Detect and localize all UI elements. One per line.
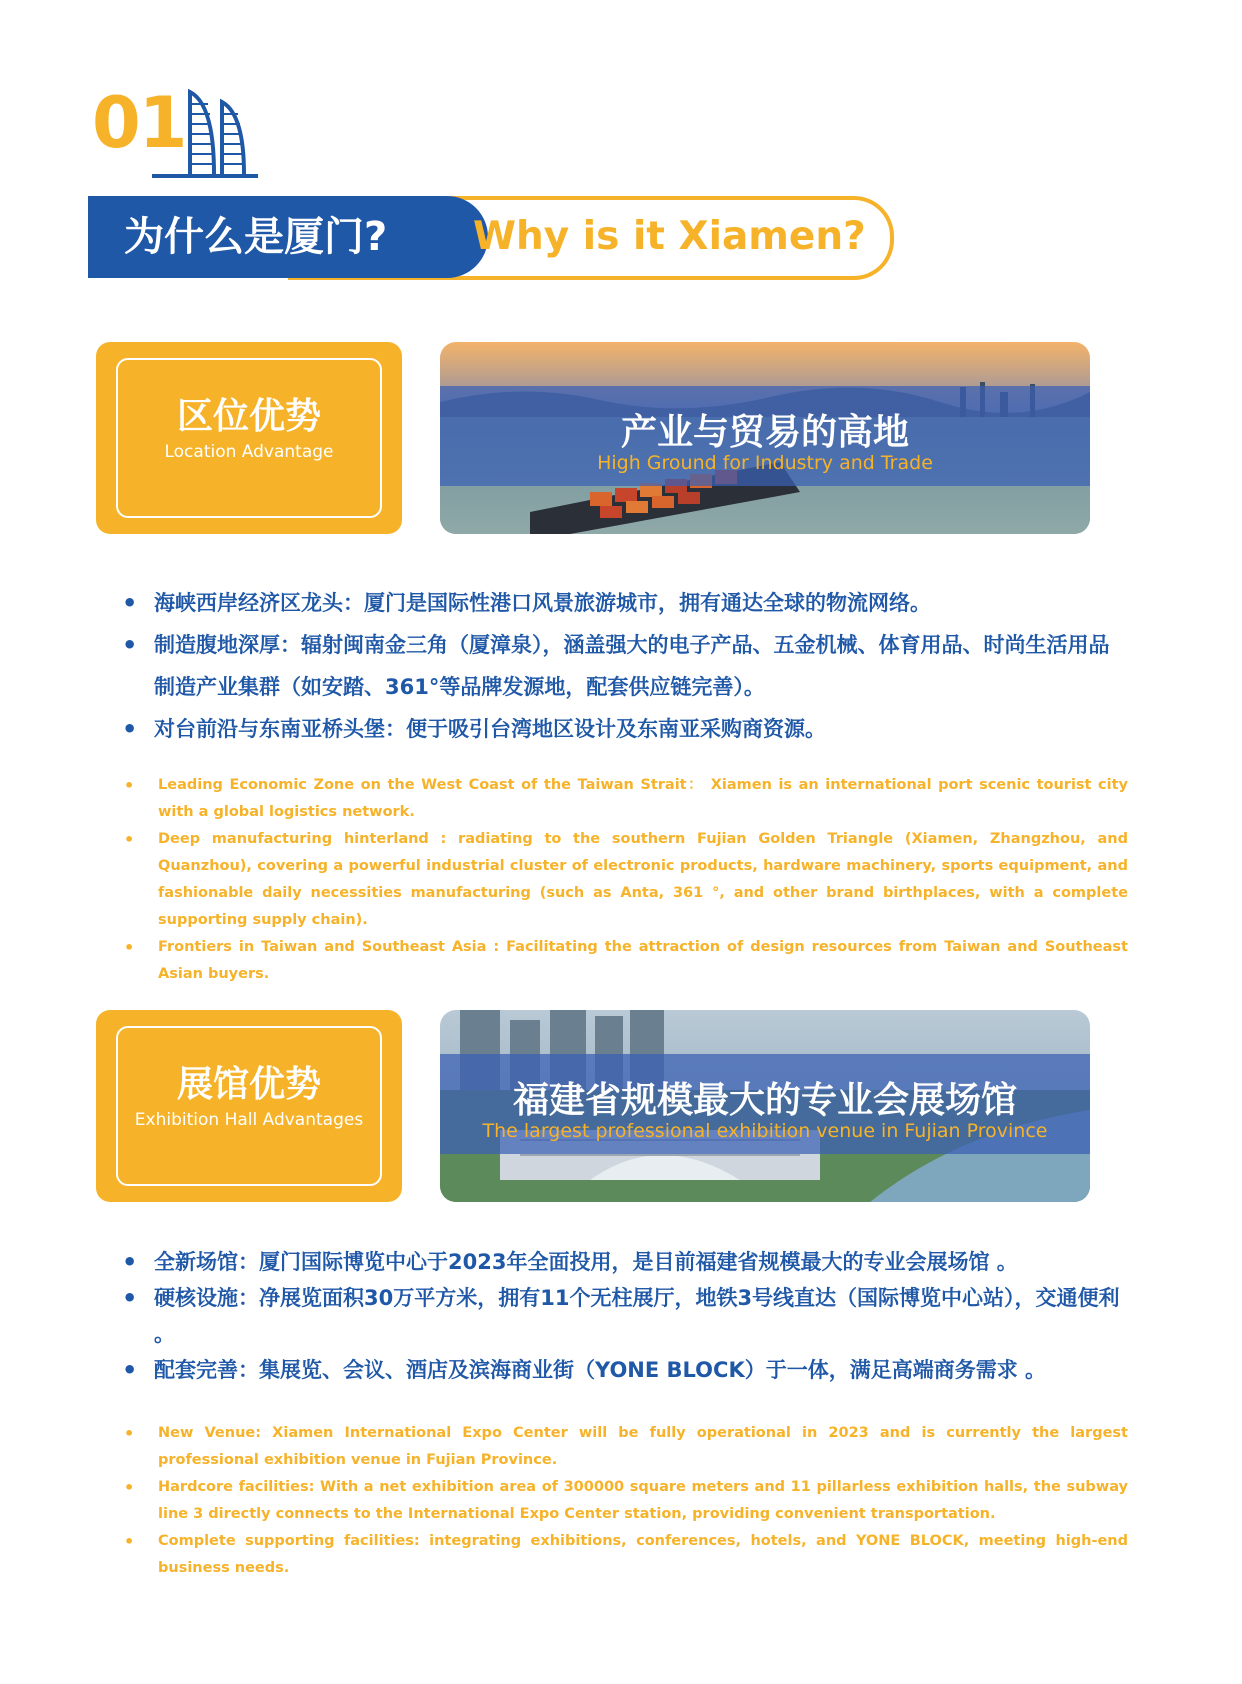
exhibition-hall-card xyxy=(96,1010,402,1202)
port-banner-image xyxy=(440,342,1090,534)
banner-title-en: High Ground for Industry and Trade xyxy=(597,452,933,474)
location-bullets-en xyxy=(118,772,1128,988)
exhibition-bullets-cn xyxy=(118,1244,1128,1388)
list-item: • 全新场馆：厦门国际博览中心于2023年全面投用，是目前福建省规模最大的专业会展场馆 。 xyxy=(118,1244,1128,1280)
card-title-cn: 区位优势 xyxy=(176,396,321,437)
list-item: • New Venue: Xiamen International Expo Center will be fully operational in 2023 and is currently the largest professional exhibition venue in Fujian Province. xyxy=(118,1420,1128,1474)
list-item: • 硬核设施：净展览面积30万平方米，拥有11个无柱展厅，地铁3号线直达（国际博览中心站），交通便利 。 xyxy=(118,1280,1128,1352)
list-item: • Frontiers in Taiwan and Southeast Asia : Facilitating the attraction of design resources from Taiwan and Southeast Asian buyers. xyxy=(118,934,1128,988)
section-title xyxy=(88,196,898,278)
expo-center-banner-image xyxy=(440,1010,1090,1202)
card-title-en: Exhibition Hall Advantages xyxy=(134,1110,364,1130)
banner-title-cn: 产业与贸易的高地 xyxy=(620,412,909,453)
exhibition-bullets-en xyxy=(118,1420,1128,1582)
location-bullets-cn xyxy=(118,582,1128,750)
list-item: • 对台前沿与东南亚桥头堡：便于吸引台湾地区设计及东南亚采购商资源。 xyxy=(118,708,1128,750)
card-title-en: Location Advantage xyxy=(164,442,334,462)
section-number: 01 xyxy=(92,82,186,164)
list-item: • Hardcore facilities: With a net exhibition area of 300000 square meters and 11 pillarless exhibition halls, the subway line 3 directly connects to the International Expo Center station, providing convenient transportation. xyxy=(118,1474,1128,1528)
banner-title-cn: 福建省规模最大的专业会展场馆 xyxy=(512,1080,1017,1121)
list-item: • 制造腹地深厚：辐射闽南金三角（厦漳泉），涵盖强大的电子产品、五金机械、体育用品、时尚生活用品制造产业集群（如安踏、361°等品牌发源地，配套供应链完善）。 xyxy=(118,624,1128,708)
twin-towers-icon xyxy=(150,84,260,180)
title-english: Why is it Xiamen? xyxy=(473,214,866,259)
card-title-cn: 展馆优势 xyxy=(176,1064,321,1105)
title-chinese: 为什么是厦门? xyxy=(124,214,388,260)
banner-title-en: The largest professional exhibition venue in Fujian Province xyxy=(482,1120,1048,1142)
list-item: • 海峡西岸经济区龙头：厦门是国际性港口风景旅游城市，拥有通达全球的物流网络。 xyxy=(118,582,1128,624)
list-item: • Complete supporting facilities: integrating exhibitions, conferences, hotels, and YONE BLOCK, meeting high-end business needs. xyxy=(118,1528,1128,1582)
list-item: • Deep manufacturing hinterland : radiating to the southern Fujian Golden Triangle (Xiamen, Zhangzhou, and Quanzhou), covering a powerful industrial cluster of electronic products, hardware machinery, sports equipment, and fashionable daily necessities manufacturing (such as Anta, 361 °, and other brand birthplaces, with a complete supporting supply chain). xyxy=(118,826,1128,934)
list-item: • Leading Economic Zone on the West Coast of the Taiwan Strait： Xiamen is an international port scenic tourist city with a global logistics network. xyxy=(118,772,1128,826)
location-advantage-card xyxy=(96,342,402,534)
list-item: • 配套完善：集展览、会议、酒店及滨海商业街（YONE BLOCK）于一体，满足高端商务需求 。 xyxy=(118,1352,1128,1388)
